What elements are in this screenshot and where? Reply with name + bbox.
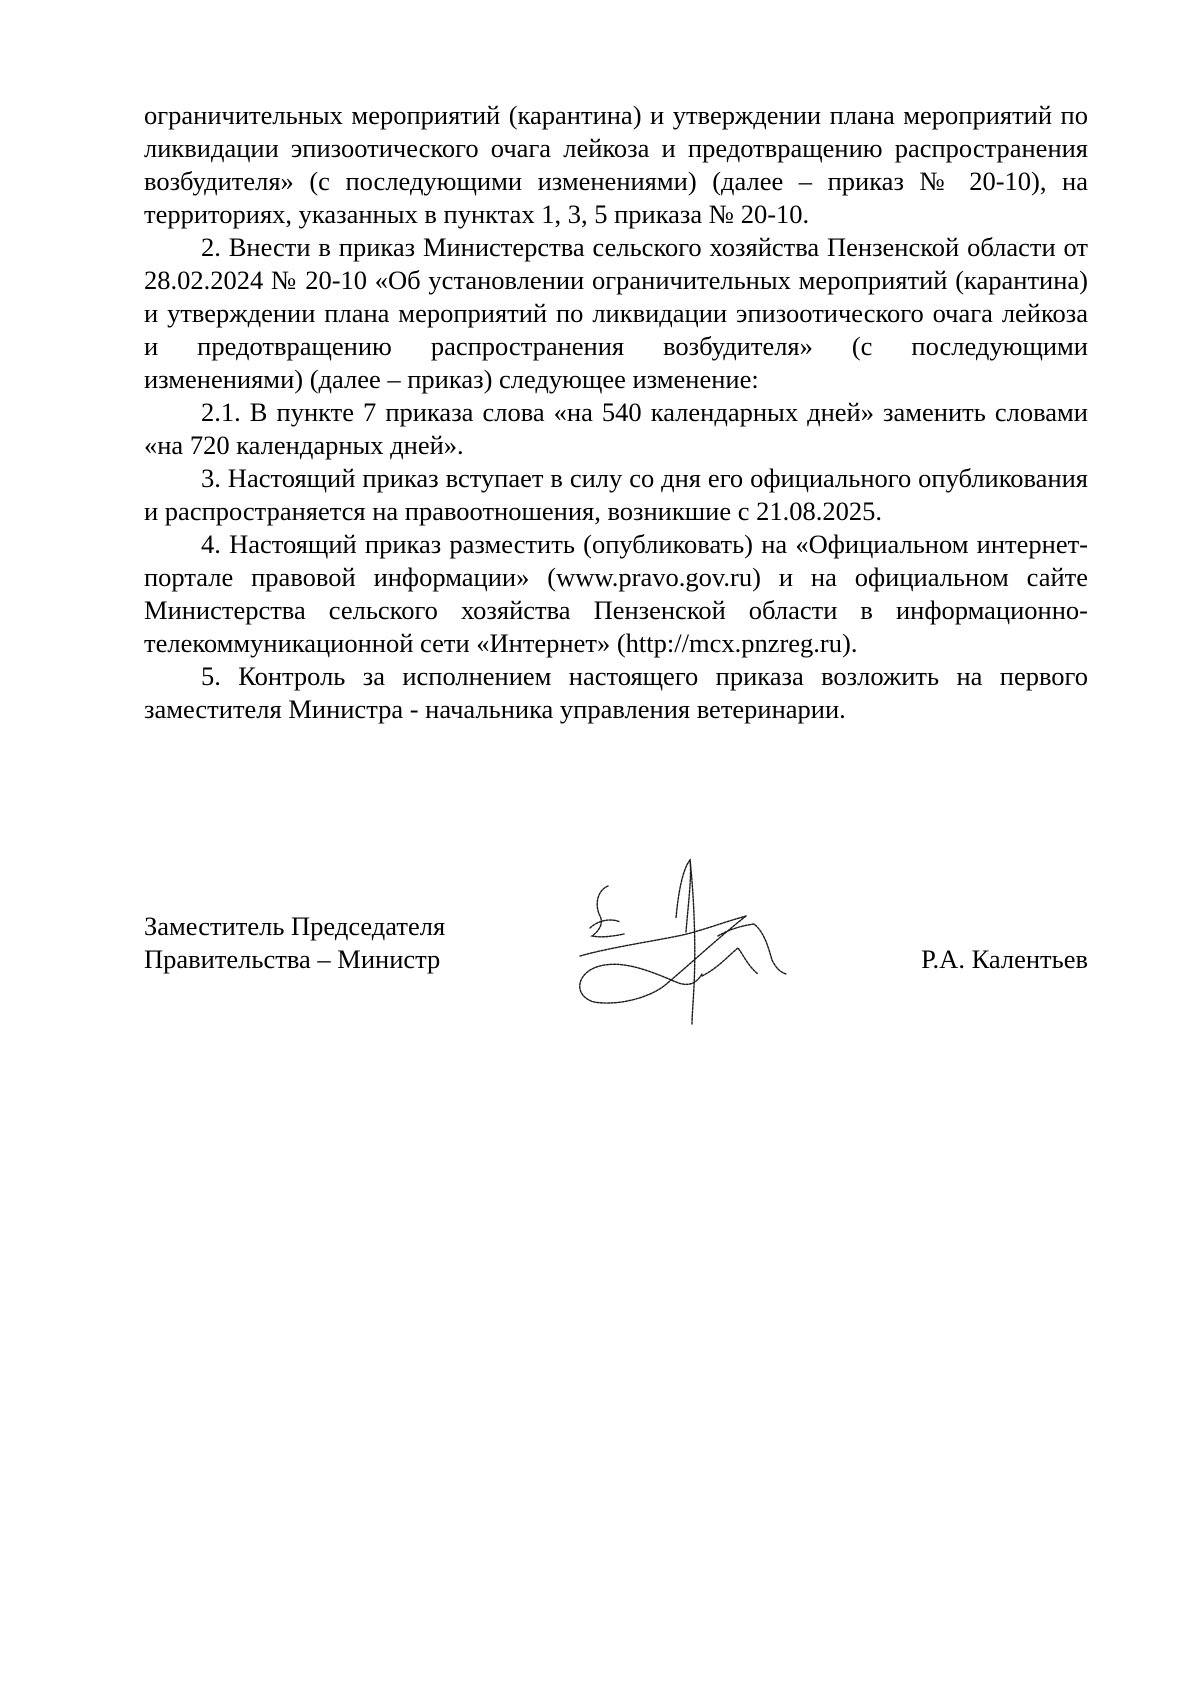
document-body — [144, 99, 1088, 726]
paragraph-item-2-1: 2.1. В пункте 7 приказа слова «на 540 календарных дней» заменить словами «на 720 календарных дней». — [144, 397, 1088, 460]
paragraph-item-3: 3. Настоящий приказ вступает в силу со дня его официального опубликования и распространяется на правоотношения, возникшие с 21.08.2025. — [144, 463, 1088, 526]
signatory-title-line-2: Правительства – Министр — [144, 944, 441, 974]
signatory-title-line-1: Заместитель Председателя — [144, 911, 446, 941]
paragraph-item-4: 4. Настоящий приказ разместить (опубликовать) на «Официальном интернет-портале правовой информации» (www.pravo.gov.ru) и на официальном сайте Министерства сельского хозяйства Пензенской области в информационно-телекоммуникационной сети «Интернет» (http://mcx.pnzreg.ru). — [144, 529, 1088, 658]
paragraph-continuation: ограничительных мероприятий (карантина) и утверждении плана мероприятий по ликвидации эпизоотического очага лейкоза и предотвращению распространения возбудителя» (с последующими изменениями) (далее – приказ № 20-10), на территориях, указанных в пунктах 1, 3, 5 приказа № 20-10. — [144, 100, 1088, 229]
handwritten-signature-icon — [568, 856, 818, 1026]
paragraph-item-5: 5. Контроль за исполнением настоящего приказа возложить на первого заместителя Министра - начальника управления ветеринарии. — [144, 661, 1088, 724]
paragraph-item-2: 2. Внести в приказ Министерства сельского хозяйства Пензенской области от 28.02.2024 № 20-10 «Об установлении ограничительных мероприятий (карантина) и утверждении плана мероприятий по ликвидации эпизоотического очага лейкоза и предотвращению распространения возбудителя» (с последующими изменениями) (далее – приказ) следующее изменение: — [144, 232, 1088, 394]
signatory-title — [144, 910, 445, 976]
signatory-name: Р.А. Калентьев — [921, 944, 1088, 974]
